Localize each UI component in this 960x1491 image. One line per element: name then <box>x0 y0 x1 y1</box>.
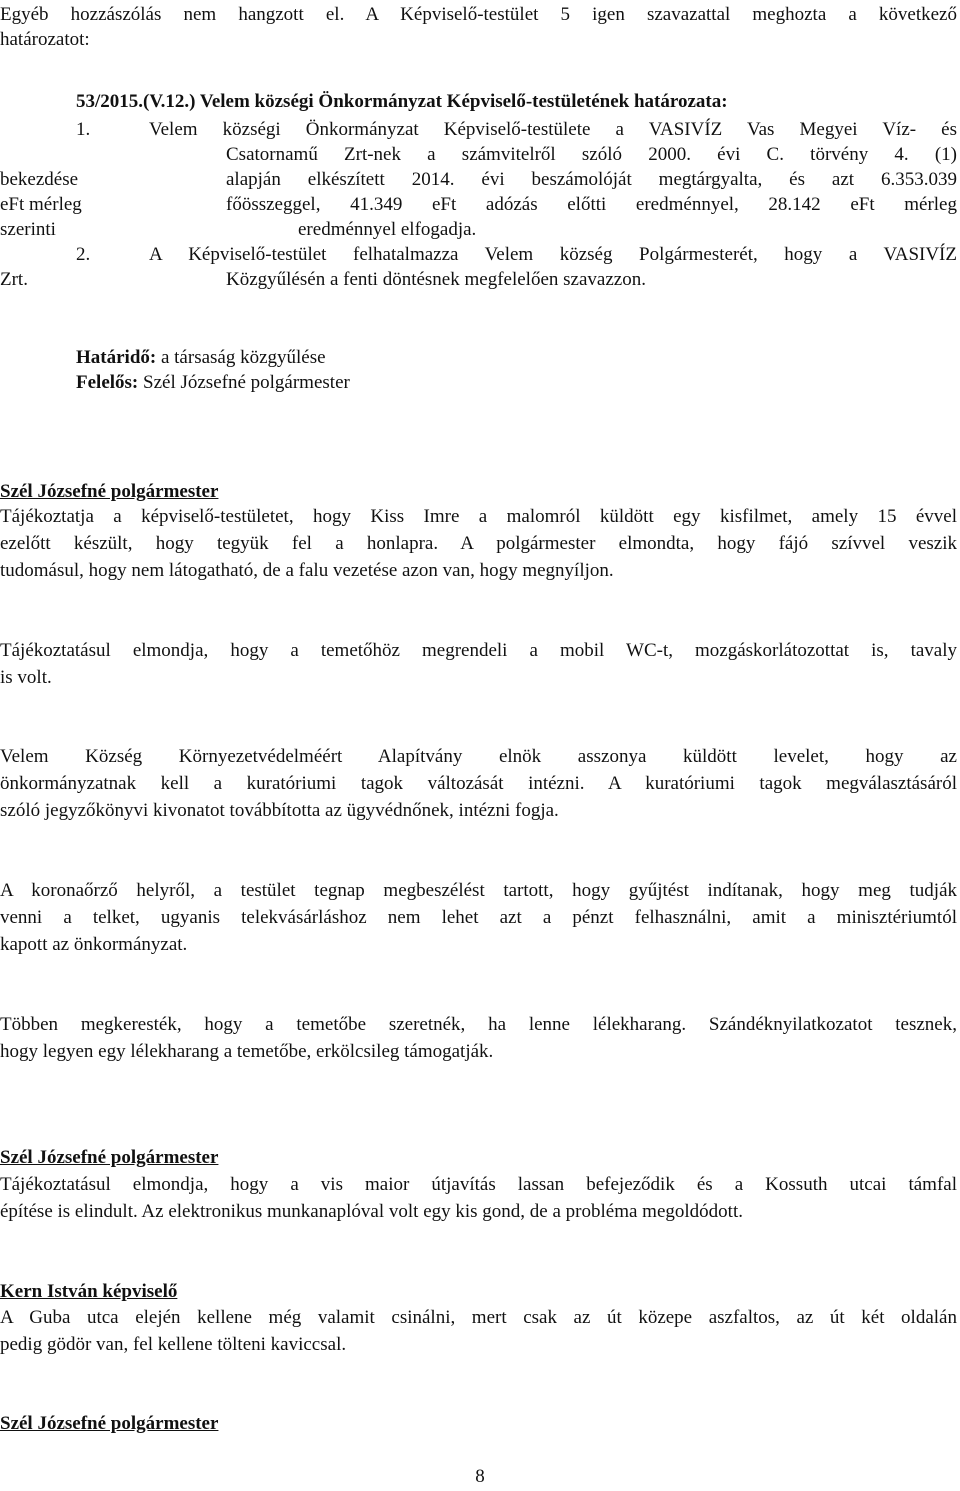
intro-line-2: határozatot: <box>0 29 90 50</box>
s2-p1-line-2: építése is elindult. Az elektronikus munkanaplóval volt egy kis gond, de a probléma megoldódott. <box>0 1201 743 1222</box>
s1-p3-line-2: önkormányzatnak kell a kuratóriumi tagok változását intézni. A kuratóriumi tagok megválasztásáról <box>0 773 957 794</box>
item-2-line-2-left: Zrt. <box>0 269 28 290</box>
item-1-line-5-left: szerinti <box>0 219 56 240</box>
intro-line-1: Egyéb hozzászólás nem hangzott el. A Képviselő-testület 5 igen szavazattal meghozta a következő <box>0 4 957 25</box>
s1-p1-line-1: Tájékoztatja a képviselő-testületet, hogy Kiss Imre a malomról küldött egy kisfilmet, amely 15 évvel <box>0 506 957 527</box>
speaker-heading-1: Szél Józsefné polgármester <box>0 481 219 502</box>
item-2-line-1: A Képviselő-testület felhatalmazza Velem község Polgármesterét, hogy a VASIVÍZ <box>149 244 957 265</box>
item-1-line-1: Velem községi Önkormányzat Képviselő-testülete a VASIVÍZ Vas Megyei Víz- és <box>149 119 957 140</box>
s1-p4-line-3: kapott az önkormányzat. <box>0 934 188 955</box>
item-1-line-4-right: főösszeggel, 41.349 eFt adózás előtti eredménnyel, 28.142 eFt mérleg <box>226 194 957 215</box>
speaker-heading-3: Kern István képviselő <box>0 1281 178 1302</box>
item-2-line-2-right: Közgyűlésén a fenti döntésnek megfelelően szavazzon. <box>226 269 646 290</box>
deadline-label: Határidő: <box>76 347 157 368</box>
s1-p5-line-1: Többen megkeresték, hogy a temetőbe szeretnék, ha lenne lélekharang. Szándéknyilatkozatot tesznek, <box>0 1014 957 1035</box>
speaker-heading-2: Szél Józsefné polgármester <box>0 1147 219 1168</box>
s1-p2-line-1: Tájékoztatásul elmondja, hogy a temetőhöz megrendeli a mobil WC-t, mozgáskorlátozottat is, tavaly <box>0 640 957 661</box>
responsible-label: Felelős: <box>76 372 139 393</box>
item-2-number: 2. <box>76 244 91 265</box>
responsible-value: Szél Józsefné polgármester <box>138 372 350 393</box>
item-1-line-5-right: eredménnyel elfogadja. <box>298 219 477 240</box>
s3-p1-line-2: pedig gödör van, fel kellene tölteni kaviccsal. <box>0 1334 347 1355</box>
item-1-number: 1. <box>76 119 91 140</box>
deadline-value: a társaság közgyűlése <box>156 347 326 368</box>
item-1-line-3-right: alapján elkészített 2014. évi beszámolóját megtárgyalta, és azt 6.353.039 <box>226 169 957 190</box>
item-1-line-3-left: bekezdése <box>0 169 79 190</box>
s1-p4-line-1: A koronaőrző helyről, a testület tegnap megbeszélést tartott, hogy gyűjtést indítanak, hogy meg tudják <box>0 880 957 901</box>
s1-p2-line-2: is volt. <box>0 667 52 688</box>
item-1-line-2: Csatornamű Zrt-nek a számvitelről szóló 2000. évi C. törvény 4. (1) <box>226 144 957 165</box>
s1-p5-line-2: hogy legyen egy lélekharang a temetőbe, erkölcsileg támogatják. <box>0 1041 494 1062</box>
s1-p1-line-2: ezelőtt készült, hogy tegyük fel a honlapra. A polgármester elmondta, hogy fájó szívvel veszik <box>0 533 957 554</box>
s2-p1-line-1: Tájékoztatásul elmondja, hogy a vis maior útjavítás lassan befejeződik és a Kossuth utcai támfal <box>0 1174 957 1195</box>
s3-p1-line-1: A Guba utca elején kellene még valamit csinálni, mert csak az út közepe aszfaltos, az út két oldalán <box>0 1307 957 1328</box>
deadline-line <box>76 346 326 370</box>
responsible-line <box>76 371 350 395</box>
s1-p4-line-2: venni a telket, ugyanis telekvásárláshoz nem lehet azt a pénzt felhasználni, amit a minisztériumtól <box>0 907 957 928</box>
resolution-title: 53/2015.(V.12.) Velem községi Önkormányzat Képviselő-testületének határozata: <box>76 91 728 112</box>
item-1-line-4-left: eFt mérleg <box>0 194 82 215</box>
speaker-heading-4: Szél Józsefné polgármester <box>0 1413 219 1434</box>
s1-p3-line-3: szóló jegyzőkönyvi kivonatot továbbította az ügyvédnőnek, intézni fogja. <box>0 800 559 821</box>
page-number: 8 <box>475 1466 485 1487</box>
s1-p3-line-1: Velem Község Környezetvédelméért Alapítvány elnök asszonya küldött levelet, hogy az <box>0 746 957 767</box>
s1-p1-line-3: tudomásul, hogy nem látogatható, de a falu vezetése azon van, hogy megnyíljon. <box>0 560 614 581</box>
